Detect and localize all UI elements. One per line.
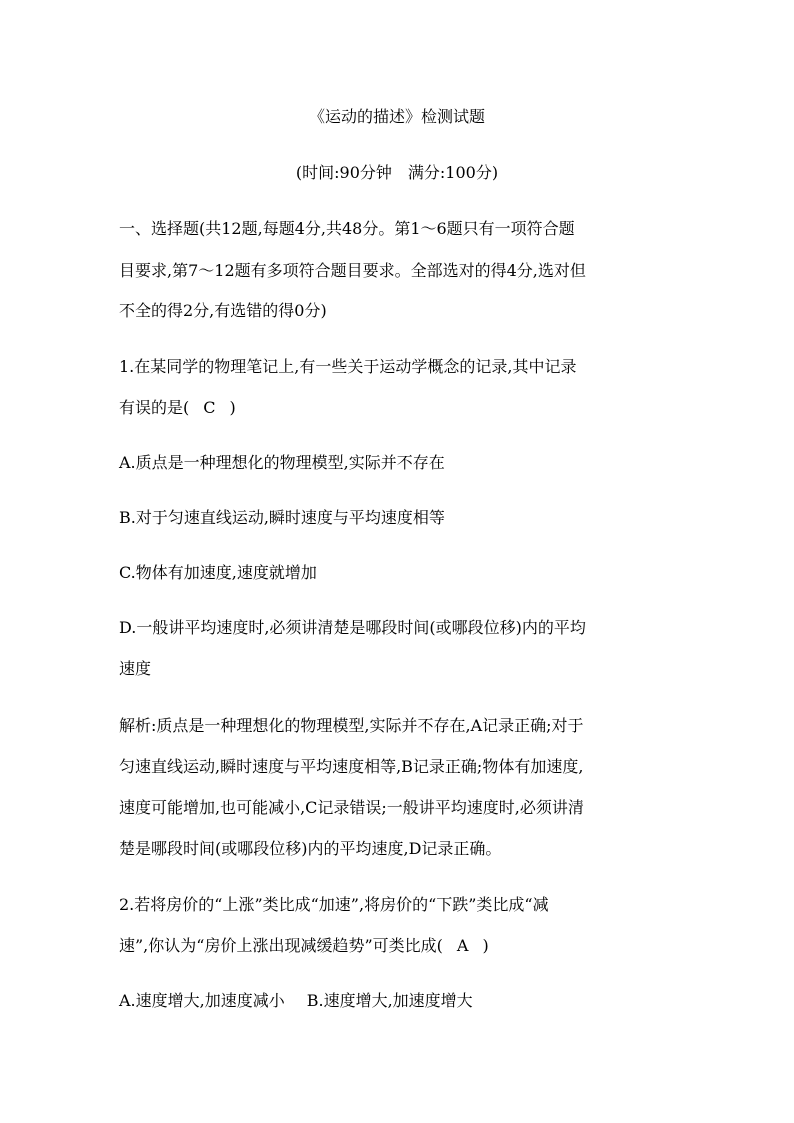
question-2-option-a: A.速度增大,加速度减小 <box>119 991 285 1010</box>
question-1-analysis-line: 楚是哪段时间(或哪段位移)内的平均速度,D记录正确。 <box>119 839 502 858</box>
question-1-option-c: C.物体有加速度,速度就增加 <box>119 563 317 582</box>
question-1-analysis-line: 匀速直线运动,瞬时速度与平均速度相等,B记录正确;物体有加速度, <box>119 757 584 776</box>
question-2-stem-line: 2.若将房价的“上涨”类比成“加速”,将房价的“下跌”类比成“减 <box>119 895 549 914</box>
question-1-analysis-line: 速度可能增加,也可能减小,C记录错误;一般讲平均速度时,必须讲清 <box>119 798 584 817</box>
question-2-stem-end: ) <box>482 936 489 955</box>
question-1-option-a: A.质点是一种理想化的物理模型,实际并不存在 <box>119 453 445 472</box>
section-instruction-line: 一、选择题(共12题,每题4分,共48分。第1～6题只有一项符合题 <box>119 219 575 238</box>
question-2-options-line <box>119 991 679 1011</box>
question-1-option-d-cont: 速度 <box>119 659 152 678</box>
question-2-option-b: B.速度增大,加速度增大 <box>306 991 473 1010</box>
question-2-stem-text: 速”,你认为“房价上涨出现减缓趋势”可类比成( <box>119 936 443 955</box>
question-1-stem-line <box>119 398 679 418</box>
question-2-answer: A <box>456 936 469 955</box>
question-1-stem-line: 1.在某同学的物理笔记上,有一些关于运动学概念的记录,其中记录 <box>119 357 577 376</box>
question-1-option-b: B.对于匀速直线运动,瞬时速度与平均速度相等 <box>119 508 445 527</box>
question-1-option-d: D.一般讲平均速度时,必须讲清楚是哪段时间(或哪段位移)内的平均 <box>119 618 586 637</box>
question-1-stem-text: 有误的是( <box>119 398 190 417</box>
document-title: 《运动的描述》检测试题 <box>308 107 485 126</box>
section-instruction-line: 目要求,第7～12题有多项符合题目要求。全部选对的得4分,选对但 <box>119 261 586 280</box>
question-1-answer: C <box>203 398 216 417</box>
section-instruction-line: 不全的得2分,有选错的得0分) <box>119 301 327 320</box>
exam-info: (时间:90分钟 满分:100分) <box>295 163 499 182</box>
question-1-stem-end: ) <box>229 398 236 417</box>
question-2-stem-line <box>119 936 679 956</box>
question-1-analysis-line: 解析:质点是一种理想化的物理模型,实际并不存在,A记录正确;对于 <box>119 716 584 735</box>
